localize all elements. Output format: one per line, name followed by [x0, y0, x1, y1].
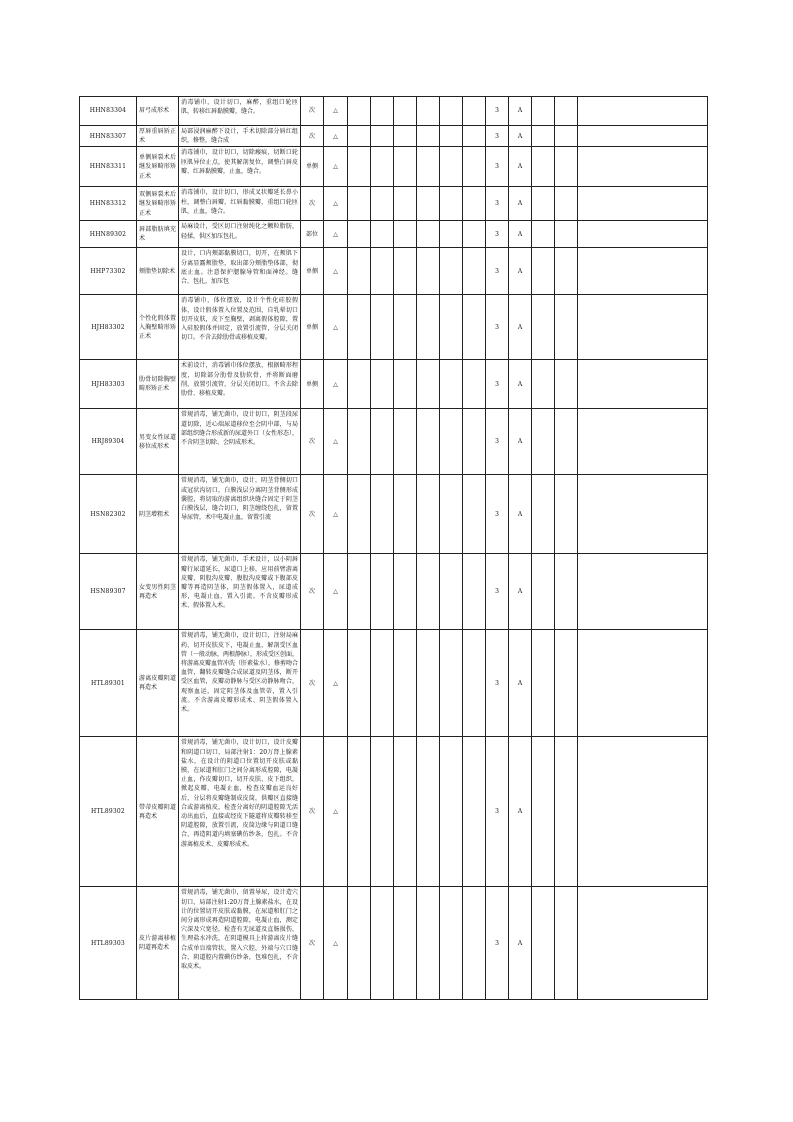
mark-cell: △: [324, 554, 348, 630]
empty-cell: [440, 295, 463, 360]
empty-cell: [555, 187, 578, 221]
unit-cell: 次: [301, 126, 324, 147]
empty-cell: [371, 187, 394, 221]
mark-cell: △: [324, 221, 348, 248]
empty-cell: [394, 887, 417, 1000]
empty-cell: [348, 97, 371, 126]
unit-cell: 次: [301, 187, 324, 221]
item-name-cell: 唇部脂肪填充术: [137, 221, 179, 248]
empty-cell: [417, 97, 440, 126]
item-code-cell: HHP73302: [80, 248, 137, 295]
empty-cell: [463, 475, 486, 554]
item-name-cell: 女变男性阴茎再造术: [137, 554, 179, 630]
item-name-cell: 双侧唇裂术后继发唇畸形矫正术: [137, 187, 179, 221]
empty-cell: [463, 97, 486, 126]
empty-cell: [555, 360, 578, 409]
empty-cell: [417, 737, 440, 887]
remark-cell: [578, 248, 708, 295]
empty-cell: [371, 475, 394, 554]
empty-cell: [348, 475, 371, 554]
item-content-cell: 常规消毒，铺无菌巾，设计切口，阴茎段尿道切除，近心端尿道移位至会阴中部，与局部组织缝合形成新的尿道外口（女性形态），不含阴茎切除、会阴成形术。: [179, 409, 301, 475]
item-name-cell: 游离皮瓣阴道再造术: [137, 630, 179, 737]
empty-cell: [371, 221, 394, 248]
empty-cell: [532, 221, 555, 248]
empty-cell: [417, 630, 440, 737]
table-row: [80, 187, 708, 221]
empty-cell: [532, 360, 555, 409]
empty-cell: [463, 187, 486, 221]
empty-cell: [440, 409, 463, 475]
unit-cell: 次: [301, 554, 324, 630]
empty-cell: [348, 147, 371, 187]
empty-cell: [463, 737, 486, 887]
item-content-cell: 常规消毒，铺无菌巾，设计切口，注射局麻药，切开皮肤皮下，电凝止血，解剖受区血管（一般动脉，两根静脉），形成受区创面，将游离皮瓣血管冲洗（肝素盐水），修剪吻合血管，翻转皮瓣缝合成尿道及阴茎体，断开受区血管，皮瓣动静脉与受区动静脉吻合，观察血运，固定阴茎体及血管蒂，置入引流。不含游离皮瓣形成术、阴茎假体置入术。: [179, 630, 301, 737]
empty-cell: [348, 409, 371, 475]
mark-cell: △: [324, 147, 348, 187]
item-code-cell: HHN83304: [80, 97, 137, 126]
empty-cell: [440, 737, 463, 887]
item-code-cell: HJH83302: [80, 295, 137, 360]
unit-cell: 次: [301, 630, 324, 737]
empty-cell: [555, 147, 578, 187]
empty-cell: [440, 147, 463, 187]
class-cell: A: [509, 409, 532, 475]
empty-cell: [394, 630, 417, 737]
empty-cell: [348, 630, 371, 737]
empty-cell: [463, 409, 486, 475]
empty-cell: [440, 97, 463, 126]
empty-cell: [532, 126, 555, 147]
table-row: [80, 97, 708, 126]
unit-cell: 单侧: [301, 147, 324, 187]
empty-cell: [532, 147, 555, 187]
empty-cell: [463, 126, 486, 147]
empty-cell: [371, 295, 394, 360]
remark-cell: [578, 554, 708, 630]
empty-cell: [555, 295, 578, 360]
level-cell: 3: [486, 126, 509, 147]
unit-cell: 单侧: [301, 248, 324, 295]
item-content-cell: 局麻设计，受区切口注射纯化之颗粒脂肪，轻揉，供区加压包扎。: [179, 221, 301, 248]
item-content-cell: 消毒铺巾，设计切口，麻醉，重组口轮匝肌，转移红唇黏膜瓣，缝合。: [179, 97, 301, 126]
remark-cell: [578, 126, 708, 147]
class-cell: A: [509, 97, 532, 126]
item-name-cell: 男变女性尿道移位成形术: [137, 409, 179, 475]
empty-cell: [555, 737, 578, 887]
item-name-cell: 个性化假体置入胸壁畸形矫正术: [137, 295, 179, 360]
fee-table: [79, 96, 708, 1000]
empty-cell: [440, 475, 463, 554]
empty-cell: [348, 187, 371, 221]
empty-cell: [417, 475, 440, 554]
level-cell: 3: [486, 248, 509, 295]
unit-cell: 单侧: [301, 295, 324, 360]
remark-cell: [578, 409, 708, 475]
table-row: [80, 126, 708, 147]
item-code-cell: HHN83312: [80, 187, 137, 221]
class-cell: A: [509, 737, 532, 887]
empty-cell: [417, 554, 440, 630]
empty-cell: [348, 221, 371, 248]
item-content-cell: 消毒铺巾，体位摆放，设计个性化硅胶假体，设计假体置入位置及范围，自乳晕切口切开皮肤，皮下至胸壁，剥离假体腔隙，置入硅胶假体并固定，放置引流管，分层关闭切口。不含去除肋骨或移植皮瓣。: [179, 295, 301, 360]
empty-cell: [371, 126, 394, 147]
empty-cell: [417, 887, 440, 1000]
unit-cell: 次: [301, 887, 324, 1000]
level-cell: 3: [486, 409, 509, 475]
empty-cell: [532, 554, 555, 630]
mark-cell: △: [324, 295, 348, 360]
empty-cell: [532, 737, 555, 887]
empty-cell: [394, 126, 417, 147]
empty-cell: [394, 187, 417, 221]
class-cell: A: [509, 475, 532, 554]
class-cell: A: [509, 248, 532, 295]
class-cell: A: [509, 126, 532, 147]
empty-cell: [417, 147, 440, 187]
remark-cell: [578, 187, 708, 221]
empty-cell: [371, 360, 394, 409]
empty-cell: [440, 887, 463, 1000]
remark-cell: [578, 360, 708, 409]
item-code-cell: HSN82302: [80, 475, 137, 554]
empty-cell: [532, 248, 555, 295]
mark-cell: △: [324, 630, 348, 737]
item-content-cell: 常规消毒，铺无菌巾，设计，阴茎背侧切口或冠状沟切口，白膜浅层分离阴茎背侧形成囊腔，将切取的游离组织块缝合固定于阴茎白膜浅层，缝合切口，阴茎缠绕包扎，留置导尿管，术中电凝止血，留置引流: [179, 475, 301, 554]
empty-cell: [532, 409, 555, 475]
mark-cell: △: [324, 360, 348, 409]
unit-cell: 次: [301, 475, 324, 554]
remark-cell: [578, 630, 708, 737]
empty-cell: [440, 187, 463, 221]
unit-cell: 次: [301, 737, 324, 887]
table-row: [80, 475, 708, 554]
item-name-cell: 单侧唇裂术后继发唇畸形矫正术: [137, 147, 179, 187]
empty-cell: [463, 248, 486, 295]
level-cell: 3: [486, 737, 509, 887]
empty-cell: [532, 295, 555, 360]
empty-cell: [532, 630, 555, 737]
class-cell: A: [509, 630, 532, 737]
level-cell: 3: [486, 221, 509, 248]
remark-cell: [578, 147, 708, 187]
empty-cell: [371, 554, 394, 630]
level-cell: 3: [486, 187, 509, 221]
empty-cell: [417, 360, 440, 409]
level-cell: 3: [486, 630, 509, 737]
remark-cell: [578, 295, 708, 360]
empty-cell: [371, 97, 394, 126]
empty-cell: [463, 630, 486, 737]
empty-cell: [555, 475, 578, 554]
mark-cell: △: [324, 187, 348, 221]
fee-table-body: [80, 97, 708, 1000]
empty-cell: [371, 737, 394, 887]
class-cell: A: [509, 187, 532, 221]
unit-cell: 次: [301, 97, 324, 126]
empty-cell: [371, 630, 394, 737]
item-code-cell: HHN89302: [80, 221, 137, 248]
class-cell: A: [509, 221, 532, 248]
item-name-cell: 颊脂垫切除术: [137, 248, 179, 295]
item-content-cell: 术前设计，消毒铺巾体位摆放，根据畸形程度，切除部分肋骨及肋软骨，并将断面磨削，放置引流管，分层关闭切口。不含去除肋骨、移植皮瓣。: [179, 360, 301, 409]
empty-cell: [463, 887, 486, 1000]
table-row: [80, 887, 708, 1000]
empty-cell: [348, 554, 371, 630]
remark-cell: [578, 887, 708, 1000]
empty-cell: [348, 360, 371, 409]
empty-cell: [440, 630, 463, 737]
remark-cell: [578, 97, 708, 126]
empty-cell: [417, 248, 440, 295]
unit-cell: 次: [301, 409, 324, 475]
empty-cell: [348, 887, 371, 1000]
empty-cell: [394, 409, 417, 475]
empty-cell: [440, 360, 463, 409]
level-cell: 3: [486, 147, 509, 187]
empty-cell: [440, 126, 463, 147]
item-code-cell: HJH83303: [80, 360, 137, 409]
empty-cell: [440, 554, 463, 630]
empty-cell: [371, 409, 394, 475]
empty-cell: [348, 248, 371, 295]
mark-cell: △: [324, 409, 348, 475]
level-cell: 3: [486, 554, 509, 630]
item-code-cell: HTL89302: [80, 737, 137, 887]
empty-cell: [348, 126, 371, 147]
empty-cell: [555, 248, 578, 295]
level-cell: 3: [486, 887, 509, 1000]
empty-cell: [394, 147, 417, 187]
mark-cell: △: [324, 737, 348, 887]
empty-cell: [555, 887, 578, 1000]
mark-cell: △: [324, 97, 348, 126]
mark-cell: △: [324, 126, 348, 147]
unit-cell: 部位: [301, 221, 324, 248]
mark-cell: △: [324, 887, 348, 1000]
mark-cell: △: [324, 475, 348, 554]
empty-cell: [417, 409, 440, 475]
table-row: [80, 248, 708, 295]
empty-cell: [394, 554, 417, 630]
item-code-cell: HTL89303: [80, 887, 137, 1000]
empty-cell: [555, 97, 578, 126]
item-name-cell: 厚唇重唇矫正术: [137, 126, 179, 147]
empty-cell: [394, 360, 417, 409]
item-code-cell: HHN83307: [80, 126, 137, 147]
empty-cell: [555, 126, 578, 147]
empty-cell: [348, 737, 371, 887]
class-cell: A: [509, 147, 532, 187]
remark-cell: [578, 737, 708, 887]
table-row: [80, 737, 708, 887]
table-row: [80, 630, 708, 737]
empty-cell: [440, 221, 463, 248]
level-cell: 3: [486, 475, 509, 554]
remark-cell: [578, 475, 708, 554]
empty-cell: [555, 554, 578, 630]
mark-cell: △: [324, 248, 348, 295]
empty-cell: [371, 887, 394, 1000]
empty-cell: [371, 147, 394, 187]
empty-cell: [532, 475, 555, 554]
empty-cell: [394, 221, 417, 248]
level-cell: 3: [486, 97, 509, 126]
unit-cell: 单侧: [301, 360, 324, 409]
empty-cell: [463, 360, 486, 409]
item-content-cell: 常规消毒，铺无菌巾，留置导尿，设计造穴切口，局部注射1:20万肾上腺素盐水，在设计的位置切开皮肤或黏膜，在尿道和肛门之间分离形成再造阴道腔隙，电凝止血，测定穴深及穴宽径，检查有无尿道及直肠损伤，生理盐水冲洗，在阴道模具上将游离皮片缝合成单盲端管状，置入穴腔，外端与穴口缝合，阴道腔内置碘仿纱条，包堆包扎，不含取皮术。: [179, 887, 301, 1000]
empty-cell: [394, 737, 417, 887]
item-content-cell: 设计，口内颊部黏膜切口，切开，在颊肌下分离显露颊脂垫，取出部分颊脂垫体部，彻底止血。注意保护腮腺导管和面神经。缝合，包扎，加压包: [179, 248, 301, 295]
item-name-cell: 皮片游离移植阴道再造术: [137, 887, 179, 1000]
level-cell: 3: [486, 295, 509, 360]
empty-cell: [417, 295, 440, 360]
empty-cell: [371, 248, 394, 295]
item-name-cell: 带蒂皮瓣阴道再造术: [137, 737, 179, 887]
empty-cell: [394, 248, 417, 295]
empty-cell: [555, 409, 578, 475]
empty-cell: [532, 97, 555, 126]
item-code-cell: HSN89307: [80, 554, 137, 630]
empty-cell: [463, 554, 486, 630]
class-cell: A: [509, 554, 532, 630]
empty-cell: [394, 475, 417, 554]
class-cell: A: [509, 887, 532, 1000]
item-name-cell: 眉弓成形术: [137, 97, 179, 126]
empty-cell: [463, 221, 486, 248]
class-cell: A: [509, 360, 532, 409]
item-content-cell: 消毒铺巾，设计切口，切除瘢痕，切断口轮匝肌异位止点，使其解剖复位，调整白唇皮瓣、红唇黏膜瓣，止血，缝合。: [179, 147, 301, 187]
table-row: [80, 295, 708, 360]
item-code-cell: HTL89301: [80, 630, 137, 737]
empty-cell: [440, 248, 463, 295]
empty-cell: [463, 295, 486, 360]
empty-cell: [532, 187, 555, 221]
table-row: [80, 360, 708, 409]
class-cell: A: [509, 295, 532, 360]
table-row: [80, 221, 708, 248]
empty-cell: [417, 126, 440, 147]
empty-cell: [394, 295, 417, 360]
remark-cell: [578, 221, 708, 248]
item-code-cell: HHN83311: [80, 147, 137, 187]
item-content-cell: 常规消毒，铺无菌巾，设计切口，设计皮瓣和阴道口切口，局部注射1：20万肾上腺素盐水，在设计的阴道口位置切开皮肤或黏膜，在尿道和肛门之间分离形成腔隙，电凝止血，作皮瓣切口，切开皮肤、皮下组织，掀起皮瓣，电凝止血，检查皮瓣血运良好后，分层将皮瓣缝制成皮筒，供瓣区直接缝合或游离植皮，检查分离好的阴道腔隙无活动出血后，直接或经皮下隧道将皮瓣转移至阴道腔隙，放置引流，皮筒边缘与阴道口缝合，再造阴道内填塞碘仿纱条，包扎。不含游离植皮术、皮瓣形成术。: [179, 737, 301, 887]
empty-cell: [348, 295, 371, 360]
item-content-cell: 常规消毒，铺无菌巾，手术设计，以小阴唇瓣行尿道延长，尿道口上移，应用前臂游离皮瓣、阴股沟皮瓣、腹股沟皮瓣或下腹部皮瓣等再造阴茎体，阴茎假体置入，尿道成形，电凝止血，置入引流。不含皮瓣形成术、假体置入术。: [179, 554, 301, 630]
empty-cell: [555, 630, 578, 737]
level-cell: 3: [486, 360, 509, 409]
empty-cell: [417, 187, 440, 221]
table-row: [80, 409, 708, 475]
table-row: [80, 554, 708, 630]
item-content-cell: 消毒铺巾，设计切口，形成叉状瓣延长鼻小柱，调整白唇瓣，红唇黏膜瓣，重组口轮匝肌，止血，缝合。: [179, 187, 301, 221]
empty-cell: [555, 221, 578, 248]
item-code-cell: HRJ89304: [80, 409, 137, 475]
empty-cell: [532, 887, 555, 1000]
empty-cell: [417, 221, 440, 248]
item-name-cell: 肋骨切除胸壁畸形矫正术: [137, 360, 179, 409]
table-row: [80, 147, 708, 187]
item-name-cell: 阴茎增粗术: [137, 475, 179, 554]
empty-cell: [394, 97, 417, 126]
item-content-cell: 局部浸润麻醉下设计，手术切除部分唇红组织，修整，缝合成: [179, 126, 301, 147]
empty-cell: [463, 147, 486, 187]
